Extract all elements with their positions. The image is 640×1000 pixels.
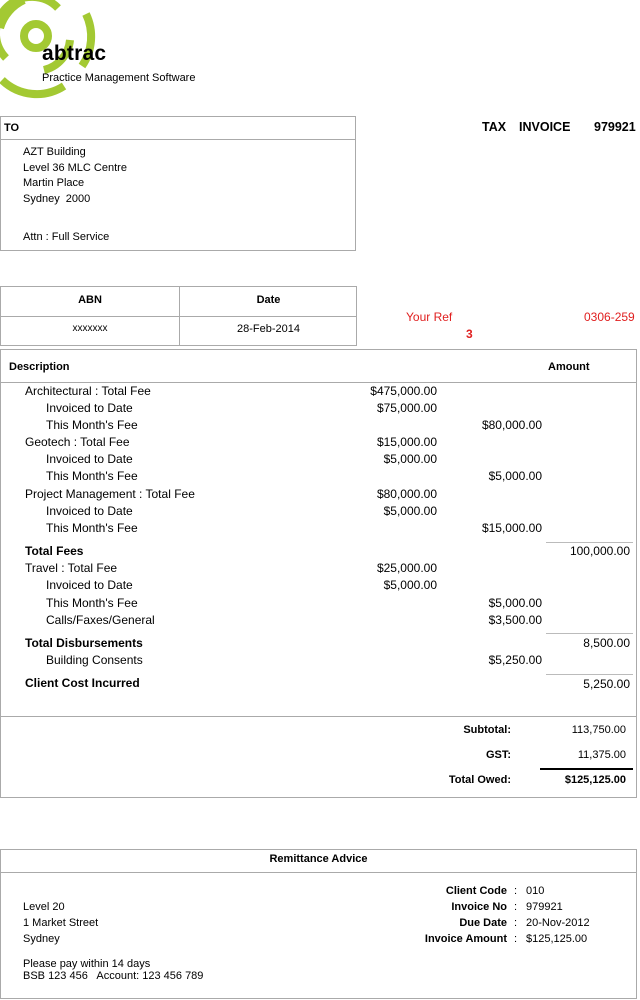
line-month-fee: $3,500.00 xyxy=(488,613,542,627)
colon: : xyxy=(514,885,518,897)
gst-label: GST: xyxy=(485,749,511,761)
line-total-fee: $475,000.00 xyxy=(370,384,437,398)
due-date-value: 20-Nov-2012 xyxy=(526,917,590,929)
line-description: This Month's Fee xyxy=(46,418,138,432)
line-month-fee: $5,250.00 xyxy=(488,653,542,667)
attn-line: Attn : Full Service xyxy=(23,231,110,243)
total-disbursements-label: Total Disbursements xyxy=(25,636,143,650)
line-description: Project Management : Total Fee xyxy=(25,487,195,501)
colon: : xyxy=(514,917,518,929)
total-fees-amount: 100,000.00 xyxy=(569,544,630,558)
tax-invoice-label: TAX INVOICE xyxy=(482,120,571,134)
total-owed-rule xyxy=(540,768,633,770)
remittance-advice-box xyxy=(0,849,637,999)
total-fees-label: Total Fees xyxy=(25,544,84,558)
line-month-fee: $5,000.00 xyxy=(488,469,542,483)
line-invoiced: $5,000.00 xyxy=(383,504,437,518)
client-cost-label: Client Cost Incurred xyxy=(25,676,140,690)
colon: : xyxy=(514,901,518,913)
remittance-address-line: Level 20 xyxy=(23,901,65,913)
to-address-box xyxy=(0,116,356,251)
total-rule xyxy=(546,542,633,543)
date-value: 28-Feb-2014 xyxy=(237,323,300,335)
line-description: Building Consents xyxy=(46,653,143,667)
line-description: Invoiced to Date xyxy=(46,504,133,518)
line-month-fee: $15,000.00 xyxy=(481,521,542,535)
subtotal-value: 113,750.00 xyxy=(571,724,626,736)
client-code-value: 010 xyxy=(526,885,545,897)
total-rule xyxy=(546,674,633,675)
line-description: Travel : Total Fee xyxy=(25,561,118,575)
line-description: Invoiced to Date xyxy=(46,578,133,592)
colon: : xyxy=(514,933,518,945)
address-line: Sydney 2000 xyxy=(23,193,91,206)
client-cost-amount: 5,250.00 xyxy=(583,677,630,691)
line-description: Invoiced to Date xyxy=(46,401,133,415)
line-invoiced: $75,000.00 xyxy=(376,401,437,415)
line-description: Geotech : Total Fee xyxy=(25,435,130,449)
invoice-amount-label: Invoice Amount xyxy=(424,933,507,945)
address-line: Martin Place xyxy=(23,177,85,190)
line-invoiced: $5,000.00 xyxy=(383,578,437,592)
line-total-fee: $80,000.00 xyxy=(376,487,437,501)
line-total-fee: $25,000.00 xyxy=(376,561,437,575)
brand-name: abtrac xyxy=(42,42,107,65)
header-divider xyxy=(1,382,636,383)
to-address xyxy=(23,145,127,208)
line-month-fee: $5,000.00 xyxy=(488,596,542,610)
brand-tagline: Practice Management Software xyxy=(42,72,196,84)
invoice-no-value: 979921 xyxy=(526,901,563,913)
to-heading: TO xyxy=(1,117,355,140)
line-description: Architectural : Total Fee xyxy=(25,384,151,398)
payment-note: Please pay within 14 days xyxy=(23,958,151,970)
date-header: Date xyxy=(256,294,281,306)
your-ref-extra: 3 xyxy=(466,327,473,341)
gst-value: 11,375.00 xyxy=(577,749,626,761)
due-date-label: Due Date xyxy=(459,917,507,929)
line-description: Calls/Faxes/General xyxy=(46,613,155,627)
client-code-label: Client Code xyxy=(445,885,507,897)
line-month-fee: $80,000.00 xyxy=(481,418,542,432)
total-owed-value: $125,125.00 xyxy=(564,774,626,786)
remittance-address-line: 1 Market Street xyxy=(23,917,99,929)
remittance-heading: Remittance Advice xyxy=(1,850,636,873)
line-description: This Month's Fee xyxy=(46,469,138,483)
abn-date-table xyxy=(0,286,357,346)
line-invoiced: $5,000.00 xyxy=(383,452,437,466)
total-rule xyxy=(546,633,633,634)
line-description: This Month's Fee xyxy=(46,596,138,610)
line-description: Invoiced to Date xyxy=(46,452,133,466)
your-ref-value: 0306-259 xyxy=(584,310,635,324)
address-line: Level 36 MLC Centre xyxy=(23,161,127,174)
totals-divider xyxy=(1,716,636,717)
line-description: This Month's Fee xyxy=(46,521,138,535)
remittance-address-line: Sydney xyxy=(23,933,60,945)
invoice-number: 979921 xyxy=(594,120,636,134)
invoice-no-label: Invoice No xyxy=(451,901,507,913)
total-owed-label: Total Owed: xyxy=(448,774,511,786)
address-line: AZT Building xyxy=(23,146,86,158)
your-ref-label: Your Ref xyxy=(406,310,453,324)
invoice-amount-value: $125,125.00 xyxy=(526,933,588,945)
description-header: Description xyxy=(9,361,70,373)
table-divider xyxy=(1,316,356,317)
amount-header: Amount xyxy=(548,361,590,373)
total-disbursements-amount: 8,500.00 xyxy=(583,636,630,650)
line-total-fee: $15,000.00 xyxy=(376,435,437,449)
abn-header: ABN xyxy=(78,294,102,306)
bank-details: BSB 123 456 Account: 123 456 789 xyxy=(23,970,204,982)
abn-value: xxxxxxx xyxy=(72,323,108,334)
subtotal-label: Subtotal: xyxy=(463,724,511,736)
